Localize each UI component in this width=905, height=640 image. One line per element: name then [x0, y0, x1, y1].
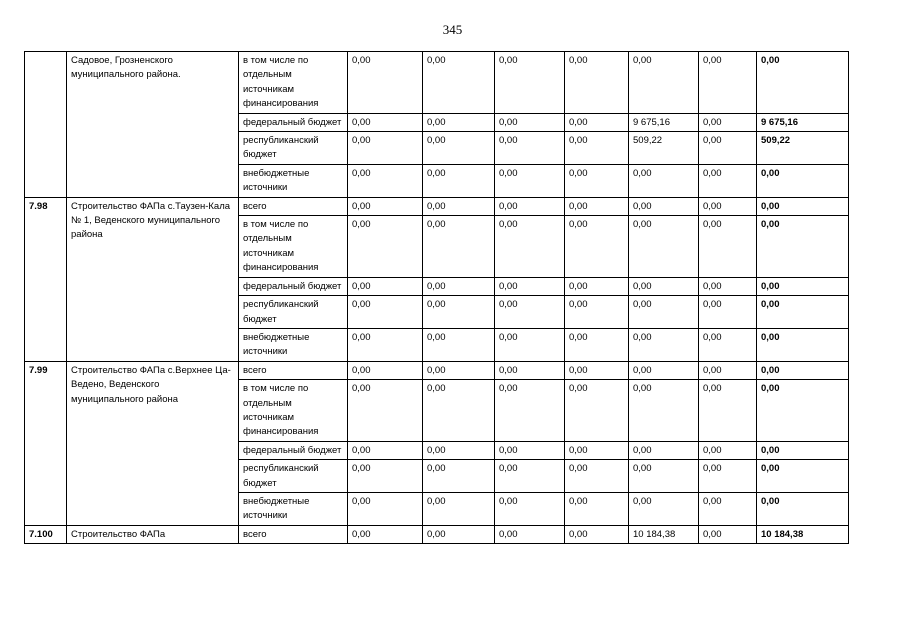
- value-cell: 0,00: [495, 216, 565, 278]
- value-cell: 0,00: [699, 441, 757, 459]
- value-cell: 0,00: [629, 380, 699, 442]
- total-cell: 0,00: [757, 52, 849, 114]
- value-cell: 0,00: [699, 52, 757, 114]
- value-cell: 0,00: [423, 328, 495, 361]
- value-cell: 0,00: [423, 132, 495, 165]
- item-name-cell: Строительство ФАПа: [67, 525, 239, 543]
- value-cell: 0,00: [565, 216, 629, 278]
- value-cell: 0,00: [348, 441, 423, 459]
- value-cell: 0,00: [495, 132, 565, 165]
- total-cell: 0,00: [757, 361, 849, 379]
- value-cell: 0,00: [565, 441, 629, 459]
- value-cell: 0,00: [423, 380, 495, 442]
- total-cell: 0,00: [757, 328, 849, 361]
- value-cell: 0,00: [495, 52, 565, 114]
- value-cell: 0,00: [495, 328, 565, 361]
- value-cell: 0,00: [348, 460, 423, 493]
- value-cell: 0,00: [423, 361, 495, 379]
- value-cell: 0,00: [495, 441, 565, 459]
- value-cell: 0,00: [423, 216, 495, 278]
- value-cell: 0,00: [565, 277, 629, 295]
- source-cell: республиканский бюджет: [239, 296, 348, 329]
- value-cell: 0,00: [699, 460, 757, 493]
- value-cell: 0,00: [348, 52, 423, 114]
- value-cell: 0,00: [495, 164, 565, 197]
- total-cell: 0,00: [757, 441, 849, 459]
- total-cell: 0,00: [757, 216, 849, 278]
- total-cell: 509,22: [757, 132, 849, 165]
- total-cell: 9 675,16: [757, 113, 849, 131]
- source-cell: в том числе по отдельным источникам финансирования: [239, 216, 348, 278]
- value-cell: 0,00: [423, 197, 495, 215]
- value-cell: 0,00: [629, 441, 699, 459]
- value-cell: 0,00: [699, 277, 757, 295]
- source-cell: федеральный бюджет: [239, 441, 348, 459]
- value-cell: 0,00: [423, 164, 495, 197]
- total-cell: 0,00: [757, 492, 849, 525]
- source-cell: в том числе по отдельным источникам финансирования: [239, 380, 348, 442]
- source-cell: республиканский бюджет: [239, 132, 348, 165]
- value-cell: 0,00: [495, 525, 565, 543]
- table-row: [25, 525, 849, 543]
- value-cell: 0,00: [629, 328, 699, 361]
- value-cell: 0,00: [348, 525, 423, 543]
- value-cell: 0,00: [348, 361, 423, 379]
- value-cell: 0,00: [495, 460, 565, 493]
- value-cell: 0,00: [699, 113, 757, 131]
- value-cell: 0,00: [699, 525, 757, 543]
- value-cell: 0,00: [699, 328, 757, 361]
- value-cell: 0,00: [699, 164, 757, 197]
- source-cell: федеральный бюджет: [239, 113, 348, 131]
- value-cell: 0,00: [423, 492, 495, 525]
- value-cell: 0,00: [348, 216, 423, 278]
- value-cell: 0,00: [565, 328, 629, 361]
- value-cell: 0,00: [565, 525, 629, 543]
- value-cell: 0,00: [348, 380, 423, 442]
- value-cell: 0,00: [495, 492, 565, 525]
- value-cell: 0,00: [495, 380, 565, 442]
- value-cell: 0,00: [565, 296, 629, 329]
- value-cell: 0,00: [348, 132, 423, 165]
- item-number-cell: 7.99: [25, 361, 67, 525]
- source-cell: внебюджетные источники: [239, 492, 348, 525]
- source-cell: всего: [239, 197, 348, 215]
- value-cell: 0,00: [423, 441, 495, 459]
- source-cell: всего: [239, 361, 348, 379]
- budget-table: [24, 51, 849, 544]
- total-cell: 0,00: [757, 296, 849, 329]
- total-cell: 0,00: [757, 460, 849, 493]
- value-cell: 0,00: [348, 164, 423, 197]
- value-cell: 0,00: [629, 216, 699, 278]
- table-row: [25, 361, 849, 379]
- total-cell: 0,00: [757, 164, 849, 197]
- value-cell: 0,00: [565, 460, 629, 493]
- value-cell: 0,00: [629, 492, 699, 525]
- item-number-cell: [25, 52, 67, 198]
- source-cell: республиканский бюджет: [239, 460, 348, 493]
- value-cell: 0,00: [495, 296, 565, 329]
- source-cell: внебюджетные источники: [239, 164, 348, 197]
- value-cell: 509,22: [629, 132, 699, 165]
- value-cell: 0,00: [565, 492, 629, 525]
- value-cell: 0,00: [495, 361, 565, 379]
- value-cell: 0,00: [699, 361, 757, 379]
- item-number-cell: 7.100: [25, 525, 67, 543]
- source-cell: внебюджетные источники: [239, 328, 348, 361]
- value-cell: 0,00: [629, 164, 699, 197]
- table-row: [25, 52, 849, 114]
- value-cell: 0,00: [699, 296, 757, 329]
- value-cell: 0,00: [699, 197, 757, 215]
- value-cell: 0,00: [629, 277, 699, 295]
- value-cell: 0,00: [565, 197, 629, 215]
- value-cell: 0,00: [699, 216, 757, 278]
- value-cell: 0,00: [629, 361, 699, 379]
- value-cell: 0,00: [495, 277, 565, 295]
- item-name-cell: Строительство ФАПа с.Верхнее Ца-Ведено, Веденского муниципального района: [67, 361, 239, 525]
- value-cell: 0,00: [348, 492, 423, 525]
- value-cell: 0,00: [629, 296, 699, 329]
- total-cell: 0,00: [757, 277, 849, 295]
- value-cell: 0,00: [565, 380, 629, 442]
- total-cell: 0,00: [757, 380, 849, 442]
- total-cell: 10 184,38: [757, 525, 849, 543]
- value-cell: 0,00: [423, 113, 495, 131]
- value-cell: 0,00: [495, 113, 565, 131]
- value-cell: 0,00: [699, 492, 757, 525]
- value-cell: 0,00: [348, 277, 423, 295]
- value-cell: 0,00: [348, 113, 423, 131]
- value-cell: 9 675,16: [629, 113, 699, 131]
- item-name-cell: Садовое, Грозненского муниципального района.: [67, 52, 239, 198]
- value-cell: 0,00: [565, 361, 629, 379]
- source-cell: федеральный бюджет: [239, 277, 348, 295]
- value-cell: 0,00: [629, 52, 699, 114]
- value-cell: 0,00: [423, 296, 495, 329]
- value-cell: 10 184,38: [629, 525, 699, 543]
- table-row: [25, 197, 849, 215]
- source-cell: в том числе по отдельным источникам финансирования: [239, 52, 348, 114]
- item-number-cell: 7.98: [25, 197, 67, 361]
- page-number: 345: [442, 22, 463, 37]
- value-cell: 0,00: [699, 132, 757, 165]
- value-cell: 0,00: [423, 460, 495, 493]
- value-cell: 0,00: [423, 277, 495, 295]
- value-cell: 0,00: [423, 52, 495, 114]
- value-cell: 0,00: [565, 113, 629, 131]
- total-cell: 0,00: [757, 197, 849, 215]
- value-cell: 0,00: [565, 52, 629, 114]
- value-cell: 0,00: [565, 132, 629, 165]
- value-cell: 0,00: [699, 380, 757, 442]
- value-cell: 0,00: [565, 164, 629, 197]
- item-name-cell: Строительство ФАПа с.Таузен-Кала № 1, Веденского муниципального района: [67, 197, 239, 361]
- value-cell: 0,00: [495, 197, 565, 215]
- value-cell: 0,00: [629, 460, 699, 493]
- value-cell: 0,00: [348, 197, 423, 215]
- value-cell: 0,00: [348, 328, 423, 361]
- source-cell: всего: [239, 525, 348, 543]
- value-cell: 0,00: [423, 525, 495, 543]
- value-cell: 0,00: [629, 197, 699, 215]
- value-cell: 0,00: [348, 296, 423, 329]
